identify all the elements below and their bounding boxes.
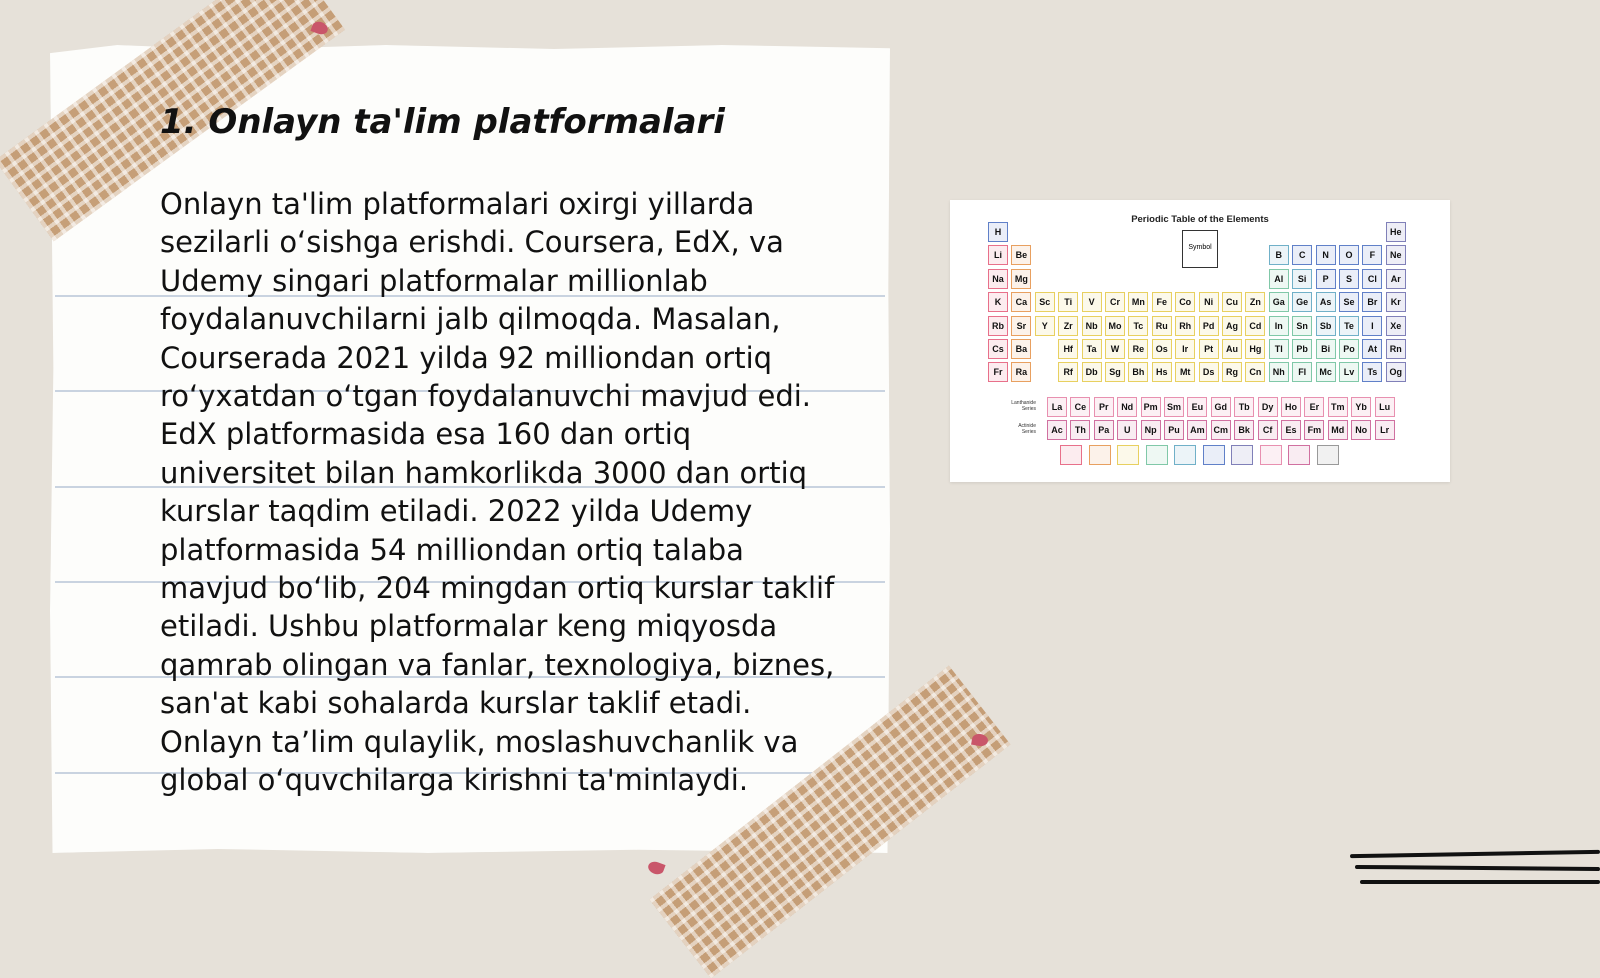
element-cell: Bi xyxy=(1316,339,1336,359)
element-cell: Es xyxy=(1281,420,1301,440)
element-cell: Zn xyxy=(1245,292,1265,312)
element-cell: Au xyxy=(1222,339,1242,359)
element-cell: P xyxy=(1316,269,1336,289)
slide-body-text: Onlayn ta'lim platformalari oxirgi yillarda sezilarli o‘sishga erishdi. Coursera, EdX, va Udemy singari platformalar millionlab foydalanuvchilarni jalb qilmoqda. Masalan, Courserada 2021 yilda 92 milliondan ortiq ro‘yxatdan o‘tgan foydalanuvchi mavjud edi. EdX platformasida esa 160 dan ortiq universitet bilan hamkorlikda 3000 dan ortiq kurslar taqdim etiladi. 2022 yilda Udemy platformasida 54 milliondan ortiq talaba mavjud bo‘lib, 204 mingdan ortiq kurslar taklif etiladi. Ushbu platformalar keng miqyosda qamrab olingan va fanlar, texnologiya, biznes, san'at kabi sohalarda kurslar taklif etadi. Onlayn ta’lim qulaylik, moslashuvchanlik va global o‘quvchilarga kirishni ta'minlaydi. xyxy=(160,187,835,798)
element-cell: Pm xyxy=(1141,397,1161,417)
element-cell: Cm xyxy=(1211,420,1231,440)
legend-swatch xyxy=(1089,445,1111,465)
element-cell: Xe xyxy=(1386,316,1406,336)
element-cell: Pr xyxy=(1094,397,1114,417)
element-cell: Ru xyxy=(1152,316,1172,336)
element-cell: B xyxy=(1269,245,1289,265)
element-cell: Po xyxy=(1339,339,1359,359)
legend-swatch xyxy=(1317,445,1339,465)
legend-swatch xyxy=(1117,445,1139,465)
element-cell: Rh xyxy=(1175,316,1195,336)
element-cell: Rn xyxy=(1386,339,1406,359)
element-cell: Sg xyxy=(1105,362,1125,382)
element-cell: Na xyxy=(988,269,1008,289)
element-cell: Db xyxy=(1082,362,1102,382)
element-cell: Cl xyxy=(1362,269,1382,289)
element-cell: Pa xyxy=(1094,420,1114,440)
element-cell: Rg xyxy=(1222,362,1242,382)
element-cell: Sn xyxy=(1292,316,1312,336)
element-cell: Nh xyxy=(1269,362,1289,382)
element-cell: Rb xyxy=(988,316,1008,336)
element-cell: Eu xyxy=(1187,397,1207,417)
legend-swatch xyxy=(1288,445,1310,465)
element-cell: Zr xyxy=(1058,316,1078,336)
element-cell: Er xyxy=(1304,397,1324,417)
element-cell: Pt xyxy=(1199,339,1219,359)
element-cell: Y xyxy=(1035,316,1055,336)
element-cell: Lu xyxy=(1375,397,1395,417)
element-cell: Mc xyxy=(1316,362,1336,382)
element-cell: Ir xyxy=(1175,339,1195,359)
element-cell: Os xyxy=(1152,339,1172,359)
element-cell: Ni xyxy=(1199,292,1219,312)
element-cell: Pu xyxy=(1164,420,1184,440)
legend-swatch xyxy=(1231,445,1253,465)
slide-title: 1. Onlayn ta'lim platformalari xyxy=(160,102,725,142)
element-cell: Hg xyxy=(1245,339,1265,359)
scribble-line xyxy=(1355,865,1600,871)
element-cell: Ag xyxy=(1222,316,1242,336)
element-cell: He xyxy=(1386,222,1406,242)
scribble-line xyxy=(1360,880,1600,884)
element-cell: Li xyxy=(988,245,1008,265)
periodic-table-title: Periodic Table of the Elements xyxy=(1131,214,1269,225)
tape-corner-decoration xyxy=(646,860,665,877)
element-cell: K xyxy=(988,292,1008,312)
element-cell: Gd xyxy=(1211,397,1231,417)
element-cell: Re xyxy=(1128,339,1148,359)
legend-swatch xyxy=(1060,445,1082,465)
element-cell: Ac xyxy=(1047,420,1067,440)
periodic-table-key: Symbol xyxy=(1182,230,1218,268)
element-cell: Mg xyxy=(1011,269,1031,289)
element-cell: Yb xyxy=(1351,397,1371,417)
element-cell: In xyxy=(1269,316,1289,336)
element-cell: Bh xyxy=(1128,362,1148,382)
element-cell: Pb xyxy=(1292,339,1312,359)
element-cell: Pd xyxy=(1199,316,1219,336)
element-cell: Ce xyxy=(1070,397,1090,417)
element-cell: Ca xyxy=(1011,292,1031,312)
element-cell: Te xyxy=(1339,316,1359,336)
element-cell: Ga xyxy=(1269,292,1289,312)
element-cell: Ti xyxy=(1058,292,1078,312)
element-cell: Sc xyxy=(1035,292,1055,312)
element-cell: Rf xyxy=(1058,362,1078,382)
element-cell: Hs xyxy=(1152,362,1172,382)
element-cell: Nb xyxy=(1082,316,1102,336)
element-cell: Mt xyxy=(1175,362,1195,382)
legend-swatch xyxy=(1260,445,1282,465)
element-cell: Cn xyxy=(1245,362,1265,382)
element-cell: Ds xyxy=(1199,362,1219,382)
element-cell: Cu xyxy=(1222,292,1242,312)
legend-swatch xyxy=(1174,445,1196,465)
element-cell: Fe xyxy=(1152,292,1172,312)
element-cell: Np xyxy=(1141,420,1161,440)
element-cell: Fm xyxy=(1304,420,1324,440)
element-cell: Og xyxy=(1386,362,1406,382)
element-cell: Ho xyxy=(1281,397,1301,417)
element-cell: Ta xyxy=(1082,339,1102,359)
element-cell: Cs xyxy=(988,339,1008,359)
element-cell: Lv xyxy=(1339,362,1359,382)
element-cell: Nd xyxy=(1117,397,1137,417)
element-cell: Sr xyxy=(1011,316,1031,336)
element-cell: No xyxy=(1351,420,1371,440)
element-cell: At xyxy=(1362,339,1382,359)
element-cell: Cf xyxy=(1258,420,1278,440)
element-cell: C xyxy=(1292,245,1312,265)
element-cell: U xyxy=(1117,420,1137,440)
element-cell: Tc xyxy=(1128,316,1148,336)
element-cell: I xyxy=(1362,316,1382,336)
element-cell: Se xyxy=(1339,292,1359,312)
element-cell: S xyxy=(1339,269,1359,289)
actinide-series-label: Actinide Series xyxy=(1018,423,1036,435)
element-cell: N xyxy=(1316,245,1336,265)
element-cell: Mo xyxy=(1105,316,1125,336)
element-cell: Br xyxy=(1362,292,1382,312)
element-cell: Al xyxy=(1269,269,1289,289)
element-cell: Th xyxy=(1070,420,1090,440)
element-cell: Sb xyxy=(1316,316,1336,336)
element-cell: H xyxy=(988,222,1008,242)
element-cell: Md xyxy=(1328,420,1348,440)
legend-swatch xyxy=(1203,445,1225,465)
element-cell: Ba xyxy=(1011,339,1031,359)
element-cell: Tm xyxy=(1328,397,1348,417)
element-cell: Co xyxy=(1175,292,1195,312)
element-cell: Am xyxy=(1187,420,1207,440)
element-cell: Kr xyxy=(1386,292,1406,312)
element-cell: Fl xyxy=(1292,362,1312,382)
element-cell: Ar xyxy=(1386,269,1406,289)
element-cell: Ne xyxy=(1386,245,1406,265)
scribble-line xyxy=(1350,850,1600,858)
element-cell: Si xyxy=(1292,269,1312,289)
element-cell: Cd xyxy=(1245,316,1265,336)
element-cell: Ts xyxy=(1362,362,1382,382)
element-cell: La xyxy=(1047,397,1067,417)
element-cell: F xyxy=(1362,245,1382,265)
lanthanide-series-label: Lanthanide Series xyxy=(1011,400,1036,412)
element-cell: V xyxy=(1082,292,1102,312)
element-cell: As xyxy=(1316,292,1336,312)
element-cell: W xyxy=(1105,339,1125,359)
element-cell: Tl xyxy=(1269,339,1289,359)
element-cell: Lr xyxy=(1375,420,1395,440)
element-cell: Fr xyxy=(988,362,1008,382)
element-cell: Mn xyxy=(1128,292,1148,312)
element-cell: Dy xyxy=(1258,397,1278,417)
element-cell: Ge xyxy=(1292,292,1312,312)
element-cell: Hf xyxy=(1058,339,1078,359)
legend-swatch xyxy=(1146,445,1168,465)
element-cell: O xyxy=(1339,245,1359,265)
element-cell: Ra xyxy=(1011,362,1031,382)
element-cell: Tb xyxy=(1234,397,1254,417)
element-cell: Bk xyxy=(1234,420,1254,440)
element-cell: Sm xyxy=(1164,397,1184,417)
periodic-table-image xyxy=(950,200,1450,482)
element-cell: Cr xyxy=(1105,292,1125,312)
element-cell: Be xyxy=(1011,245,1031,265)
